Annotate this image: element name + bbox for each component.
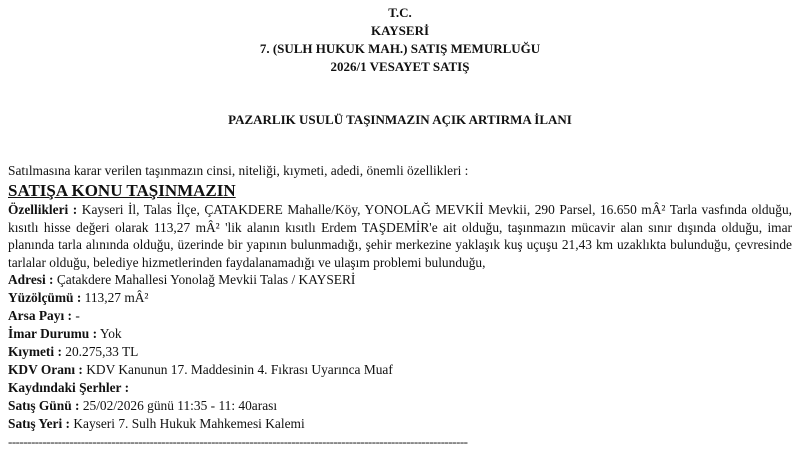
header-line-file-number: 2026/1 VESAYET SATIŞ (330, 59, 470, 74)
header-line-tc: T.C. (388, 5, 412, 20)
field-value-land-share: - (75, 308, 80, 323)
field-row-address (8, 271, 792, 289)
field-label-sale-place: Satış Yeri : (8, 416, 70, 431)
field-row-value (8, 343, 792, 361)
document-header (0, 4, 800, 76)
field-value-value: 20.275,33 TL (65, 344, 139, 359)
field-value-vat: KDV Kanunun 17. Maddesinin 4. Fıkrası Uyarınca Muaf (86, 362, 393, 377)
field-row-sale-place (8, 415, 792, 433)
section-heading: SATIŞA KONU TAŞINMAZIN (8, 181, 236, 200)
field-row-area (8, 289, 792, 307)
field-label-zoning: İmar Durumu : (8, 326, 98, 341)
field-row-land-share (8, 307, 792, 325)
announcement-title: PAZARLIK USULÜ TAŞINMAZIN AÇIK ARTIRMA İLANI (228, 112, 572, 127)
field-value-features: Kayseri İl, Talas İlçe, ÇATAKDERE Mahalle/Köy, YONOLAĞ MEVKİİ Mevkii, 290 Parsel, 16.650 mÂ² Tarla vasfında olduğu, kısıtlı hisse değeri olarak 113,27 mÂ² 'lik alanın kısıtlı Erdem TAŞDEMİR'e ait olduğu, taşınmazın mücavir alan sınır dışında olduğu, imar planında tarla alınında olduğu, üzerinde bir yapının bulunmadığı, şehir merkezine yaklaşık kuş uçuşu 21,43 km uzaklıkta bulunduğu, çevresinde tarlalar olduğu, belediye hizmetlerinden faydalanamadığı ve ulaşım problemi bulunduğu, (8, 202, 792, 270)
field-value-sale-date: 25/02/2026 günü 11:35 - 11: 40arası (82, 398, 278, 413)
field-label-sale-date: Satış Günü : (8, 398, 80, 413)
field-label-land-share: Arsa Payı : (8, 308, 72, 323)
field-value-sale-place: Kayseri 7. Sulh Hukuk Mahkemesi Kalemi (73, 416, 305, 431)
field-label-address: Adresi : (8, 272, 54, 287)
document-body (8, 162, 792, 433)
field-row-sale-date (8, 397, 792, 415)
field-label-features: Özellikleri : (8, 202, 78, 217)
field-value-area: 113,27 mÂ² (84, 290, 149, 305)
header-line-office: 7. (SULH HUKUK MAH.) SATIŞ MEMURLUĞU (259, 41, 541, 56)
field-label-vat: KDV Oranı : (8, 362, 83, 377)
field-row-annotations (8, 379, 792, 397)
field-value-address: Çatakdere Mahallesi Yonolağ Mevkii Talas / KAYSERİ (56, 272, 356, 287)
field-label-value: Kıymeti : (8, 344, 62, 359)
field-row-vat (8, 361, 792, 379)
field-value-zoning: Yok (99, 326, 122, 341)
field-label-area: Yüzölçümü : (8, 290, 82, 305)
dashed-divider: ------------------------------------------------------------------------------------------------------------------------ (8, 435, 468, 449)
intro-text: Satılmasına karar verilen taşınmazın cinsi, niteliği, kıymeti, adedi, önemli özellikleri : (8, 163, 469, 178)
property-features (8, 201, 792, 271)
field-label-annotations: Kaydındaki Şerhler : (8, 380, 130, 395)
header-line-city: KAYSERİ (370, 23, 430, 38)
field-row-zoning (8, 325, 792, 343)
